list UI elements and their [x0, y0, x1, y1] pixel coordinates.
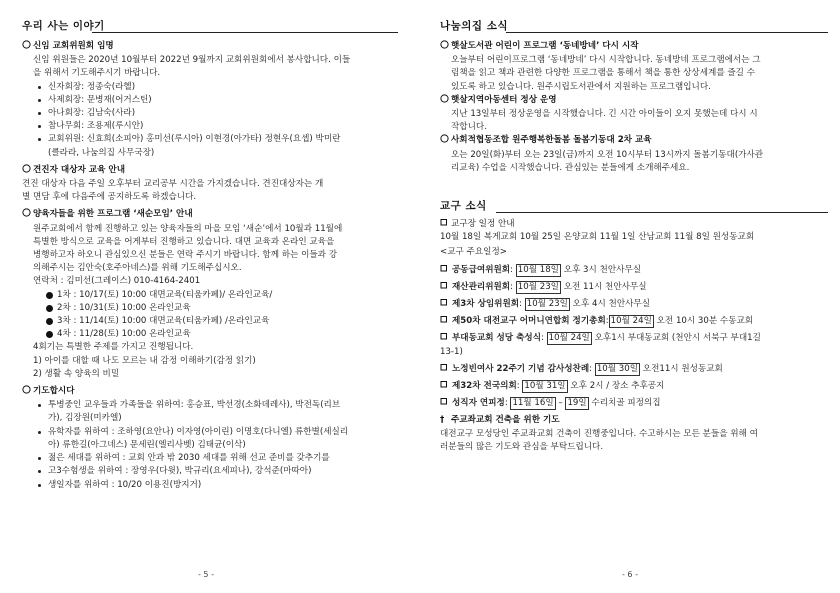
square-marker-icon [440, 397, 452, 410]
committee-heading: 신임 교회위원회 임명 [22, 40, 410, 54]
filled-dot-icon [46, 305, 53, 312]
committee-intro: 신임 위원들은 2020년 10월부터 2022년 9월까지 교회위원회에서 봉사합니다. 이들 을 위해서 기도해주시기 바랍니다. [33, 55, 351, 79]
list-item: 사제회장: 문병재(어거스틴) [48, 94, 410, 107]
page-number: - 6 - [622, 570, 638, 579]
right-content-top [440, 40, 834, 175]
right-content-bottom [440, 218, 834, 454]
list-item-continued: (클라라, 나눔의집 사무국장) [48, 147, 155, 158]
square-marker-icon [440, 281, 452, 294]
parenting-text: 원주교회에서 함께 진행하고 있는 양육자들의 마을 모임 ‘새순’에서 10월과 11월에 특별한 방식으로 교육을 어게부터 진행하고 있습니다. 대면 교육과 온라인 교육을 병행하고자 하오니 관심있으신 분들은 연락 주시기 바랍니다. 함께 하는 이들과 강 의해주시는 김안숙(호주아네스)를 위해 기도해주십시오. 연락처 : 김미선(그레이스) 010-4164-2401 [22, 223, 410, 289]
care-text: 오는 20일(화)부터 오는 23일(금)까지 오전 10시부터 13시까지 돌봄기동대(가사관 리교육) 수업을 시작했습니다. 관심있는 분들에게 소개해주세요. [451, 149, 764, 173]
list-item: 젊은 세대를 위하여 : 교회 안과 밖 2030 세대를 위해 선교 준비를 갖추기를 [48, 452, 410, 465]
event-item: 노정빈여사 22주기 기념 감사성찬례: 10월 30일 오전11시 원성동교회 [440, 363, 834, 376]
section-title-our-story: 우리 사는 이야기 [22, 20, 105, 32]
dagger-icon: † [440, 415, 445, 426]
page-6 [420, 0, 840, 593]
circle-marker-icon [22, 164, 33, 178]
event-item: 성직자 연피정: 11월 16일 – 19일 수리치골 피정의집 [440, 397, 834, 410]
section-title-sharing-house: 나눔의집 소식 [440, 20, 509, 32]
center-text: 지난 13일부터 정상운영을 시작했습니다. 긴 시간 아이들이 오지 못했는데 다시 시 작합니다. [451, 109, 758, 133]
session-item: 4차 : 11/28(토) 10:00 온라인교육 [22, 328, 410, 341]
event-item: 제50차 대전교구 어머니연합회 정기총회: 10월 24일 오전 10시 30분 수동교회 [440, 315, 834, 328]
square-marker-icon [440, 332, 452, 345]
session-list [22, 289, 410, 342]
circle-marker-icon [22, 385, 33, 399]
list-item: 신자회장: 정종숙(라헬) [48, 81, 410, 94]
session-item: 3차 : 11/14(토) 10:00 대면교육(티움카페) /온라인교육 [22, 315, 410, 328]
circle-marker-icon [22, 208, 33, 222]
contact-line: 연락처 : 김미선(그레이스) 010-4164-2401 [33, 276, 201, 287]
parenting-topics: 4회기는 특별한 주제를 가지고 진행됩니다. 1) 아이를 대할 때 나도 모르는 내 감정 이해하기(감정 읽기) 2) 생활 속 양육의 비밀 [33, 342, 256, 379]
event-item: 공동급여위원회: 10월 18일 오후 3시 천안사무실 [440, 264, 834, 277]
events-title: <교구 주요일정> [440, 247, 507, 258]
building-heading: † 주교좌교회 건축을 위한 기도 [440, 414, 834, 427]
square-marker-icon [440, 298, 452, 311]
center-heading: 햇살지역아동센터 정상 운영 [440, 94, 834, 108]
circle-marker-icon [440, 94, 451, 108]
confirmation-text: 견진 대상자 다음 주일 오후부터 교리공부 시간을 가지겠습니다. 견진대상자는 개 별 면담 후에 다음주에 공지하도록 하겠습니다. [22, 179, 324, 203]
circle-marker-icon [440, 40, 451, 54]
building-text: 대전교구 모성당인 주교좌교회 건축이 진행중입니다. 수고하시는 모든 분들을 위해 여 러분들의 많은 기도와 관심을 부탁드립니다. [440, 428, 758, 452]
square-marker-icon [440, 380, 452, 393]
event-item: 부대동교회 성당 축성식: 10월 24일 오후1시 부대동교회 (천안시 서북구 부대1길 [440, 332, 834, 345]
visit-heading: 교구장 일정 안내 [440, 218, 834, 231]
visit-text: 10월 18일 복게교회 10월 25일 온양교회 11월 1일 산남교회 11월 8일 원성동교회 [440, 232, 755, 243]
square-marker-icon [440, 218, 451, 231]
parenting-heading: 양육자들을 위한 프로그램 ‘새순모임’ 안내 [22, 208, 410, 222]
filled-dot-icon [46, 292, 53, 299]
section-rule [506, 32, 828, 33]
list-item: 생일자를 위하여 : 10/20 이용진(방지거) [48, 479, 410, 492]
confirmation-heading: 견진자 대상자 교육 안내 [22, 164, 410, 178]
list-item: 아나회장: 김남숙(사라) [48, 107, 410, 120]
circle-marker-icon [22, 40, 33, 54]
circle-marker-icon [440, 134, 451, 148]
event-item-continued: 13-1) [440, 346, 463, 357]
session-item: 2차 : 10/31(토) 10:00 온라인교육 [22, 302, 410, 315]
prayer-list [22, 399, 410, 491]
filled-dot-icon [46, 318, 53, 325]
section-title-diocese-news: 교구 소식 [440, 200, 487, 212]
care-heading: 사회적협동조합 원주행복한돌봄 돌봄기동대 2차 교육 [440, 134, 834, 148]
square-marker-icon [440, 315, 452, 328]
square-marker-icon [440, 363, 452, 376]
event-item: 재산관리위원회: 10월 23일 오전 11시 천안사무실 [440, 281, 834, 294]
event-item: 제32차 전국의회: 10월 31일 오후 2시 / 장소 추후공지 [440, 380, 834, 393]
list-item: 유학자를 위하여 : 조하영(요안나) 이자영(아이린) 이명호(다니엘) 류한별(세실리 아) 류한길(아그네스) 문세린(엘리사벳) 김태균(이삭) [48, 426, 410, 452]
list-item: 투병중인 교우들과 가족들을 위하여: 홍승표, 박선경(소화데레사), 박전독(리브 가), 김장원(미카엘) [48, 399, 410, 425]
filled-dot-icon [46, 331, 53, 338]
session-item: 1차 : 10/17(토) 10:00 대면교육(티움카페)/ 온라인교육/ [22, 289, 410, 302]
events-list [440, 264, 834, 411]
prayer-heading: 기도합시다 [22, 385, 410, 399]
square-marker-icon [440, 264, 452, 277]
event-item: 제3차 상임위원회: 10월 23일 오후 4시 천안사무실 [440, 298, 834, 311]
list-item: 참나무회: 조용제(루시안) [48, 120, 410, 133]
library-text: 오늘부터 어린이프로그램 ‘동네방네’ 다시 시작합니다. 동네방네 프로그램에서는 그 림책을 읽고 책과 관련한 다양한 프로그램을 통해서 책을 통한 상상세계를 즐길 수 있도록 하고 있습니다. 원주시립도서관에서 지원하는 프로그램입니다. [451, 55, 761, 92]
section-rule [92, 32, 398, 33]
list-item: 고3수험생을 위하여 : 장영우(다윗), 박규리(요세피나), 강석준(마따아) [48, 465, 410, 478]
library-heading: 햇살도서관 어린이 프로그램 ‘동네방네’ 다시 시작 [440, 40, 834, 54]
left-content [22, 40, 410, 492]
section-rule [496, 212, 828, 213]
page-number: - 5 - [198, 570, 214, 579]
committee-list [22, 81, 410, 160]
list-item: 교회위원: 신효희(소피아) 홍미선(루시아) 이현경(아가타) 정현우(요셉) 박미란 [48, 133, 410, 146]
